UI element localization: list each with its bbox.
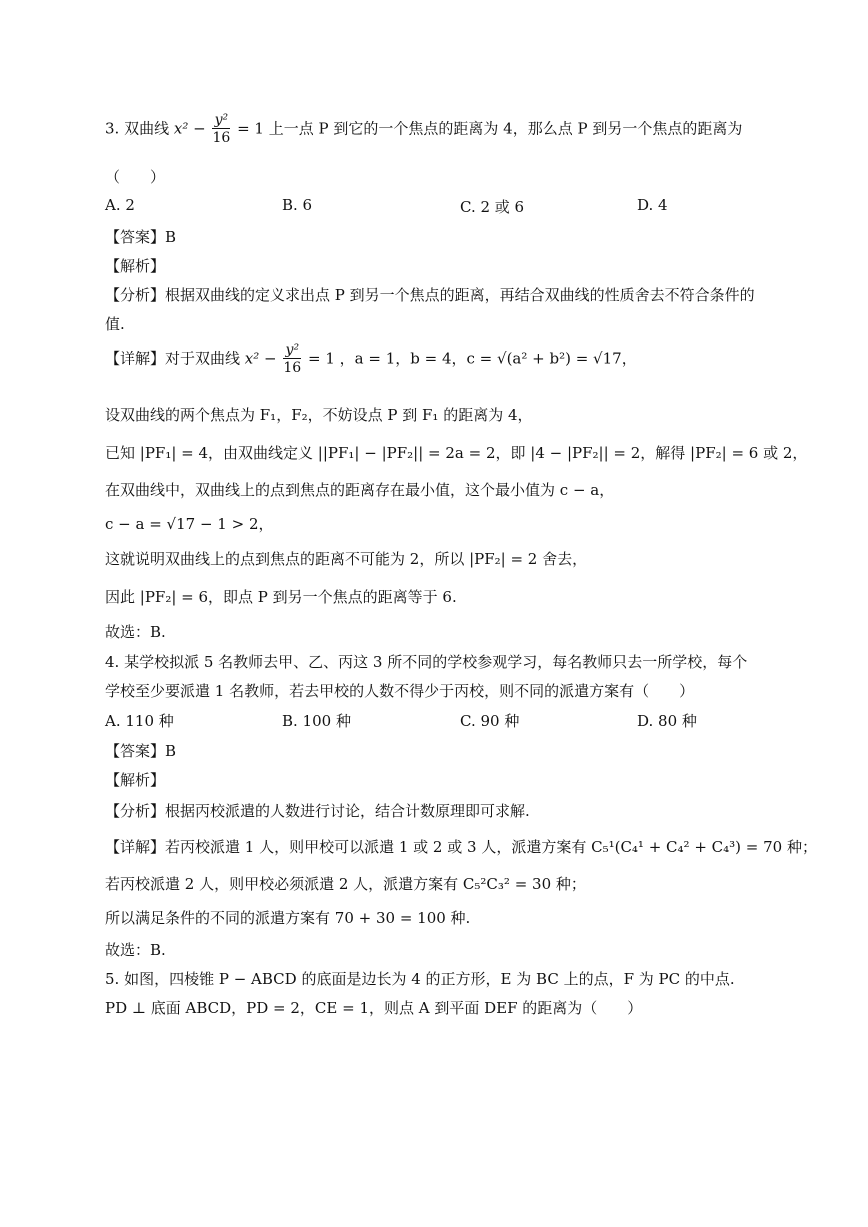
q3-stem: 3. 双曲线 x² − $\frac{\text{y²}}{16}$ = 1 上一点 P 到它的一个焦点的距离为 4，那么点 P 到另一个焦点的距离为 (105, 112, 743, 146)
q4-option-d: D. 80 种 (637, 712, 697, 730)
q4-option-b: B. 100 种 (282, 712, 351, 730)
q3-detail-7: 因此 |PF₂| = 6，即点 P 到另一个焦点的距离等于 6. (105, 588, 457, 606)
q3-detail-6: 这就说明双曲线上的点到焦点的距离不可能为 2，所以 |PF₂| = 2 舍去， (105, 550, 588, 568)
hyperbola-fraction: $\frac{\text{y²}}{16}$ (212, 112, 231, 146)
q4-stem-1: 4. 某学校拟派 5 名教师去甲、乙、丙这 3 所不同的学校参观学习，每名教师只去一所学校，每个 (105, 653, 748, 671)
q3-detail-4: 在双曲线中，双曲线上的点到焦点的距离存在最小值，这个最小值为 c − a， (105, 481, 615, 499)
q5-stem-2: PD ⊥ 底面 ABCD，PD = 2，CE = 1，则点 A 到平面 DEF 的距离为（ ） (105, 999, 643, 1017)
q3-paren: （ ） (105, 168, 166, 186)
q3-detail-3: 已知 |PF₁| = 4，由双曲线定义 ||PF₁| − |PF₂|| = 2a = 2，即 |4 − |PF₂|| = 2，解得 |PF₂| = 6 或 2， (105, 444, 808, 462)
q3-choose: 故选：B. (105, 623, 166, 641)
hyperbola-lhs: x² − (173, 119, 206, 138)
q4-detail-3: 所以满足条件的不同的派遣方案有 70 + 30 = 100 种. (105, 909, 471, 927)
q4-detail-2: 若丙校派遣 2 人，则甲校必须派遣 2 人，派遣方案有 C₅²C₃² = 30 种； (105, 875, 586, 893)
q4-option-c: C. 90 种 (460, 712, 520, 730)
q3-answer: 【答案】B (105, 228, 177, 246)
q4-answer: 【答案】B (105, 742, 177, 760)
q5-stem-1: 5. 如图，四棱锥 P − ABCD 的底面是边长为 4 的正方形，E 为 BC 上的点，F 为 PC 的中点. (105, 970, 735, 988)
q4-option-a: A. 110 种 (105, 712, 174, 730)
q3-fenxi-a: 【分析】根据双曲线的定义求出点 P 到另一个焦点的距离，再结合双曲线的性质舍去不符合条件的 (105, 286, 755, 304)
q4-stem-2: 学校至少要派遣 1 名教师，若去甲校的人数不得少于丙校，则不同的派遣方案有（ ） (105, 682, 695, 700)
q3-option-c: C. 2 或 6 (460, 198, 525, 216)
q4-choose: 故选：B. (105, 941, 166, 959)
q4-fenxi: 【分析】根据丙校派遣的人数进行讨论，结合计数原理即可求解. (105, 802, 530, 820)
q4-jiexi: 【解析】 (105, 771, 166, 789)
q3-option-a: A. 2 (105, 196, 135, 214)
q3-detail-5: c − a = √17 − 1 > 2， (105, 515, 274, 533)
q4-detail-1: 【详解】若丙校派遣 1 人，则甲校可以派遣 1 或 2 或 3 人，派遣方案有 C₅¹(C₄¹ + C₄² + C₄³) = 70 种； (105, 838, 817, 856)
q3-jiexi: 【解析】 (105, 257, 166, 275)
q3-option-d: D. 4 (637, 196, 668, 214)
q3-detail-2: 设双曲线的两个焦点为 F₁，F₂，不妨设点 P 到 F₁ 的距离为 4， (105, 406, 533, 424)
q3-option-b: B. 6 (282, 196, 313, 214)
q3-fenxi-b: 值. (105, 315, 125, 333)
q3-detail-1: 【详解】对于双曲线 x² − $\frac{\text{y²}}{16}$ = 1 ，a = 1，b = 4，c = √(a² + b²) = √17， (105, 342, 637, 376)
